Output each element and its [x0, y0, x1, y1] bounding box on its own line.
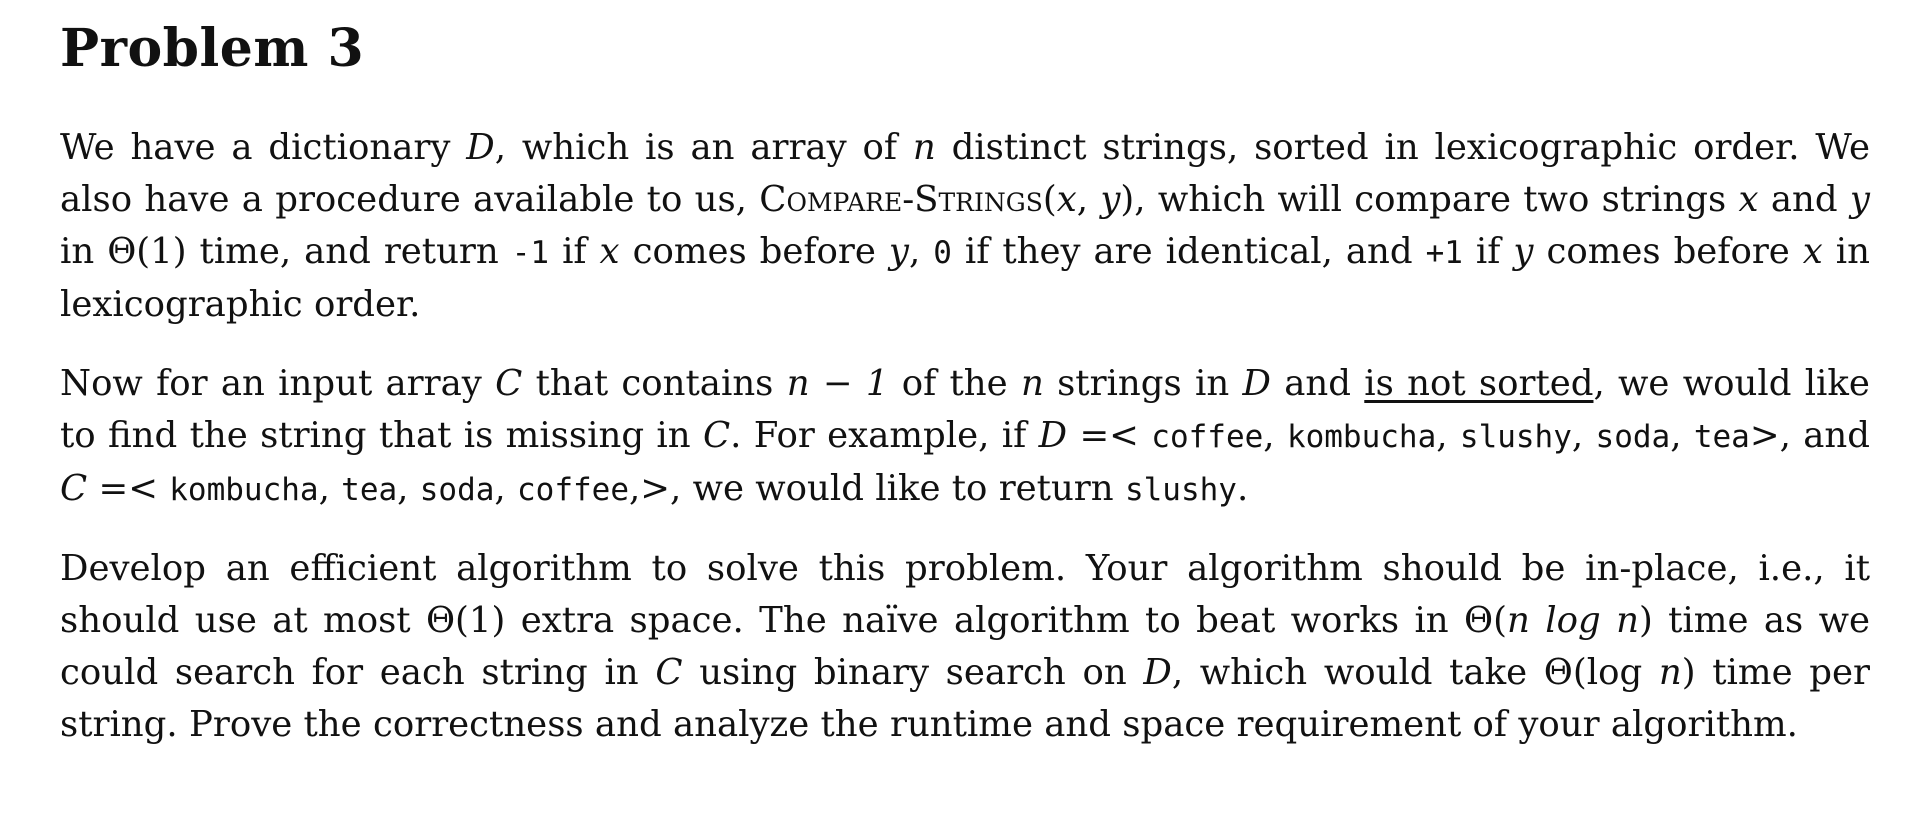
- text: ) time per string. Prove the correctness and analyze the runtime and space requirement of your algorithm.: [60, 652, 1870, 745]
- text: =<: [98, 468, 158, 509]
- math-x: x: [599, 231, 620, 272]
- math-C: C: [702, 415, 731, 456]
- text: Develop an efficient algorithm to solve this problem. Your algorithm should be in-place, i.e., it should use at most Θ(1) extra space. The naïve algorithm to beat works in Θ(: [60, 548, 1870, 641]
- text: . For example, if: [730, 415, 1027, 456]
- code-word: coffee: [1151, 419, 1264, 455]
- math-x: x: [1056, 179, 1077, 220]
- text: in lexicographic order.: [60, 231, 1871, 325]
- math-x: x: [1738, 179, 1759, 220]
- text: , which is an array of: [494, 127, 898, 168]
- text: ,: [908, 231, 921, 272]
- math-n: n: [1658, 652, 1682, 693]
- code-zero: 0: [933, 235, 952, 271]
- text: and: [1284, 363, 1351, 404]
- math-n-minus-1: n − 1: [786, 363, 889, 404]
- text: of the: [901, 363, 1008, 404]
- procedure-name: Compare-Strings: [759, 179, 1043, 220]
- paragraph-1: [60, 122, 1870, 331]
- text: >, and: [1749, 415, 1870, 456]
- math-n: n: [912, 127, 936, 168]
- problem-title: Problem 3: [60, 18, 365, 79]
- text: comes before: [632, 231, 876, 272]
- math-nlogn: n log n: [1507, 600, 1639, 641]
- underlined-text: is not sorted: [1364, 363, 1594, 404]
- code-neg1: -1: [511, 235, 550, 271]
- math-y: y: [1849, 179, 1870, 220]
- text: that contains: [535, 363, 774, 404]
- code-word: kombucha: [1286, 419, 1437, 455]
- math-y: y: [1513, 231, 1534, 272]
- text: We have a dictionary: [60, 127, 451, 168]
- code-word: slushy: [1459, 419, 1572, 455]
- code-word: soda: [419, 472, 495, 508]
- text: which will compare two strings: [1157, 179, 1727, 220]
- text: using binary search on: [699, 652, 1127, 693]
- math-y: y: [1100, 179, 1121, 220]
- math-D: D: [1242, 363, 1271, 404]
- code-word: coffee: [517, 472, 629, 508]
- math-x: x: [1802, 231, 1823, 272]
- text: ,: [1076, 179, 1089, 220]
- text: if: [1475, 231, 1501, 272]
- math-C: C: [60, 468, 88, 509]
- math-y: y: [888, 231, 909, 272]
- text: ,: [1571, 415, 1584, 456]
- math-C: C: [495, 363, 523, 404]
- math-D: D: [1038, 415, 1068, 456]
- code-pos1: +1: [1425, 235, 1463, 271]
- text: (: [1042, 179, 1057, 220]
- paragraph-3: [60, 543, 1870, 751]
- text: comes before: [1546, 231, 1790, 272]
- paragraph-2: [60, 358, 1870, 516]
- text: and: [1770, 179, 1838, 220]
- math-C: C: [655, 652, 683, 693]
- math-D: D: [466, 127, 495, 168]
- text: ,>, we would like to return: [629, 468, 1114, 509]
- math-D: D: [1143, 652, 1172, 693]
- text: ,: [1436, 415, 1448, 456]
- text: ,: [318, 468, 330, 509]
- text: if they are identical, and: [964, 231, 1413, 272]
- code-word: kombucha: [169, 472, 319, 508]
- text: ,: [1263, 415, 1275, 456]
- text: ,: [397, 468, 409, 509]
- text: , which would take Θ(log: [1171, 652, 1643, 693]
- text: =<: [1079, 415, 1139, 456]
- code-word: tea: [341, 472, 398, 508]
- text: strings in: [1057, 363, 1230, 404]
- text: ),: [1120, 179, 1146, 220]
- code-word: tea: [1693, 419, 1750, 455]
- text: if: [562, 231, 587, 272]
- text: ,: [1670, 415, 1682, 456]
- code-word: soda: [1595, 419, 1671, 455]
- text: .: [1236, 468, 1249, 509]
- math-n: n: [1020, 363, 1044, 404]
- code-answer: slushy: [1124, 472, 1237, 508]
- text: Now for an input array: [60, 363, 482, 404]
- text: in Θ(1) time, and return: [60, 231, 499, 272]
- text: distinct strings, sorted in lexicographic order. We also have a procedure available to us,: [60, 127, 1870, 220]
- text: , we would like to find the string that is missing in: [60, 363, 1870, 456]
- text: ,: [494, 468, 506, 509]
- text: ) time as we could search for each string in: [60, 600, 1870, 693]
